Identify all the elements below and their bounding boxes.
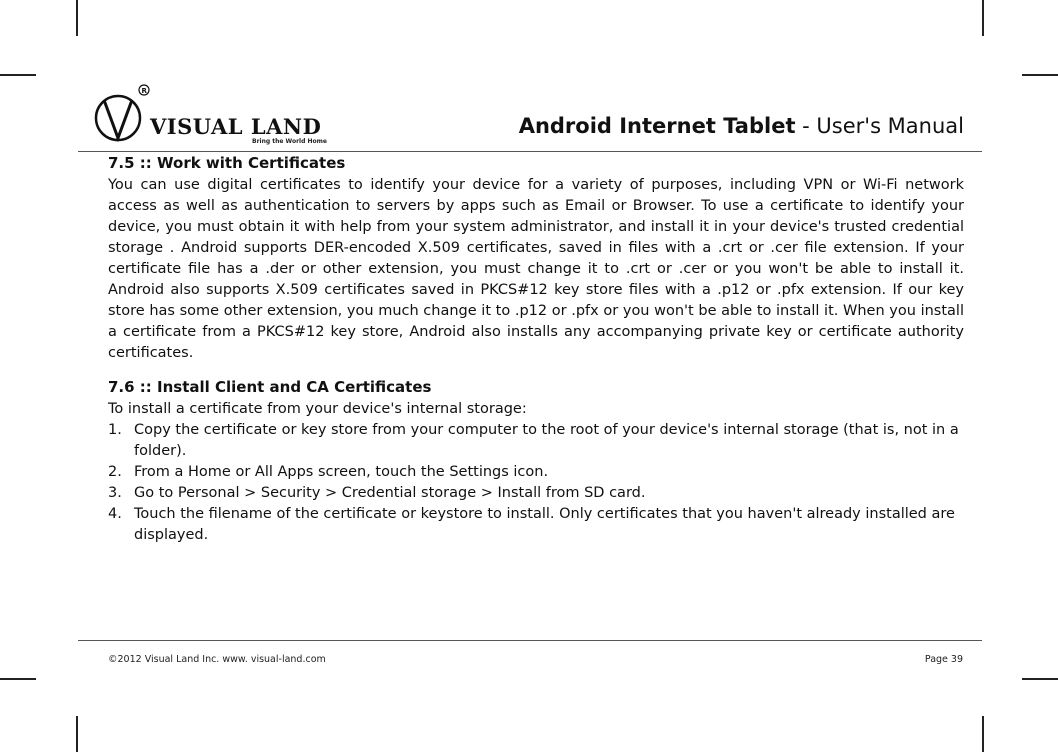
crop-mark (982, 716, 984, 752)
list-item (108, 504, 964, 546)
brand-tagline: Bring the World Home (252, 138, 327, 145)
section-body-7-5: You can use digital certificates to identify your device for a variety of purposes, including VPN or Wi-Fi network access as well as authentication to servers by apps such as Email or Browser. To use a certificate to identify your device, you must obtain it with help from your system administrator, and install it in your device's trusted credential storage . Android supports DER-encoded X.509 certificates, saved in files with a .crt or .cer file extension. If your certificate file has a .der or other extension, you must change it to .crt or .cer or you won't be able to install it. Android also supports X.509 certificates saved in PKCS#12 key store files with a .p12 or .pfx extension. If our key store has some other extension, you much change it to .p12 or .pfx or you won't be able to install it. When you install a certificate from a PKCS#12 key store, Android also installs any accompanying private key or certificate authority certificates. (108, 177, 964, 361)
header-rule (78, 151, 982, 152)
step-text: From a Home or All Apps screen, touch the Settings icon. (134, 464, 549, 480)
step-number: 2. (108, 464, 122, 480)
brand-name: VISUAL LAND (150, 114, 322, 139)
crop-mark (76, 0, 78, 36)
step-text: Copy the certificate or key store from your computer to the root of your device's internal storage (that is, not in a folder). (134, 422, 959, 459)
install-steps-list (108, 420, 964, 546)
logo-v-icon (94, 80, 154, 150)
crop-mark (1022, 74, 1058, 76)
crop-mark (1022, 678, 1058, 680)
step-number: 3. (108, 485, 122, 501)
crop-mark (982, 0, 984, 36)
crop-mark (0, 74, 36, 76)
document-title-rest: - User's Manual (795, 114, 964, 138)
section-intro-7-6: To install a certificate from your device's internal storage: (108, 401, 527, 417)
document-title-bold: Android Internet Tablet (518, 114, 796, 138)
footer-page-number: Page 39 (924, 654, 963, 665)
step-number: 1. (108, 422, 122, 438)
page-header (94, 78, 964, 150)
list-item (108, 420, 964, 462)
document-title (519, 114, 964, 138)
list-item (108, 462, 964, 483)
step-text: Touch the filename of the certificate or keystore to install. Only certificates that you haven't already installed are displayed. (134, 506, 955, 543)
footer-rule (78, 640, 982, 641)
crop-mark (76, 716, 78, 752)
list-item (108, 483, 964, 504)
step-text: Go to Personal > Security > Credential storage > Install from SD card. (134, 485, 646, 501)
crop-mark (0, 678, 36, 680)
section-heading-7-6: 7.6 :: Install Client and CA Certificates (108, 378, 432, 396)
page-content (108, 154, 964, 546)
section-heading-7-5: 7.5 :: Work with Certificates (108, 154, 346, 172)
step-number: 4. (108, 506, 122, 522)
brand-logo (94, 80, 334, 150)
footer-copyright: ©2012 Visual Land Inc. www. visual-land.com (108, 654, 326, 665)
svg-text:R: R (141, 87, 147, 95)
